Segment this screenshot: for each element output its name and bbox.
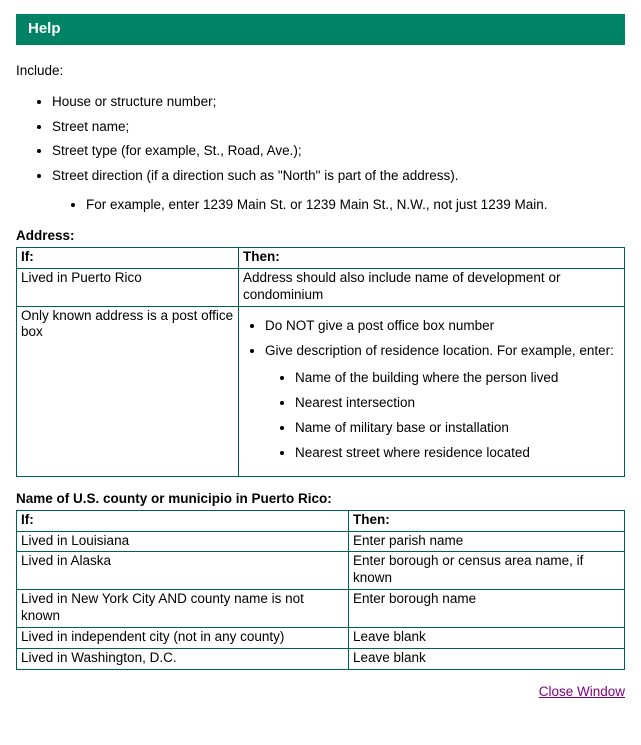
table-row xyxy=(17,306,625,476)
list-item-text: Street direction (if a direction such as "North" is part of the address). xyxy=(52,168,459,184)
table-row xyxy=(17,268,625,306)
table-row xyxy=(17,552,625,590)
if-cell: Lived in New York City AND county name is not known xyxy=(17,590,349,628)
list-item: • Name of the building where the person lived xyxy=(295,370,620,387)
list-item-text: Give description of residence location. For example, enter: xyxy=(265,343,614,359)
county-section-title: Name of U.S. county or municipio in Puerto Rico: xyxy=(16,490,332,506)
include-label: Include: xyxy=(16,62,64,78)
if-cell: Lived in Washington, D.C. xyxy=(17,648,349,669)
list-item: • Nearest intersection xyxy=(295,395,620,412)
then-cell: Leave blank xyxy=(349,627,625,648)
if-cell: Only known address is a post office box xyxy=(17,306,239,476)
close-window-link[interactable]: Close Window xyxy=(538,683,625,699)
county-table xyxy=(16,510,625,670)
table-row xyxy=(17,648,625,669)
list-item: • Name of military base or installation xyxy=(295,420,620,437)
include-list xyxy=(16,94,625,214)
list-item xyxy=(265,343,620,461)
address-table xyxy=(16,247,625,477)
table-row xyxy=(17,590,625,628)
table-row xyxy=(17,627,625,648)
then-cell: Enter borough name xyxy=(349,590,625,628)
table-row xyxy=(17,531,625,552)
then-cell: Address should also include name of development or condominium xyxy=(239,268,625,306)
column-header-if: If: xyxy=(17,510,349,531)
include-example-list xyxy=(52,197,625,214)
column-header-then: Then: xyxy=(239,247,625,268)
list-item xyxy=(52,168,625,214)
column-header-then: Then: xyxy=(349,510,625,531)
if-cell: Lived in Puerto Rico xyxy=(17,268,239,306)
column-header-if: If: xyxy=(17,247,239,268)
then-cell-sublist xyxy=(265,370,620,462)
list-item: • House or structure number; xyxy=(52,94,625,111)
then-cell: Leave blank xyxy=(349,648,625,669)
help-header-bar xyxy=(16,14,625,45)
footer xyxy=(16,684,625,707)
list-item: • For example, enter 1239 Main St. or 1239 Main St., N.W., not just 1239 Main. xyxy=(86,197,625,214)
table-header-row xyxy=(17,247,625,268)
if-cell: Lived in Louisiana xyxy=(17,531,349,552)
then-cell: Enter borough or census area name, if known xyxy=(349,552,625,590)
if-cell: Lived in independent city (not in any county) xyxy=(17,627,349,648)
page-title: Help xyxy=(28,20,61,37)
then-cell xyxy=(239,306,625,476)
if-cell: Lived in Alaska xyxy=(17,552,349,590)
list-item: • Nearest street where residence located xyxy=(295,445,620,462)
address-section-title: Address: xyxy=(16,228,75,243)
then-cell: Enter parish name xyxy=(349,531,625,552)
list-item: • Do NOT give a post office box number xyxy=(265,318,620,335)
table-header-row xyxy=(17,510,625,531)
then-cell-list xyxy=(243,318,620,462)
list-item: • Street name; xyxy=(52,119,625,136)
list-item: • Street type (for example, St., Road, Ave.); xyxy=(52,143,625,160)
